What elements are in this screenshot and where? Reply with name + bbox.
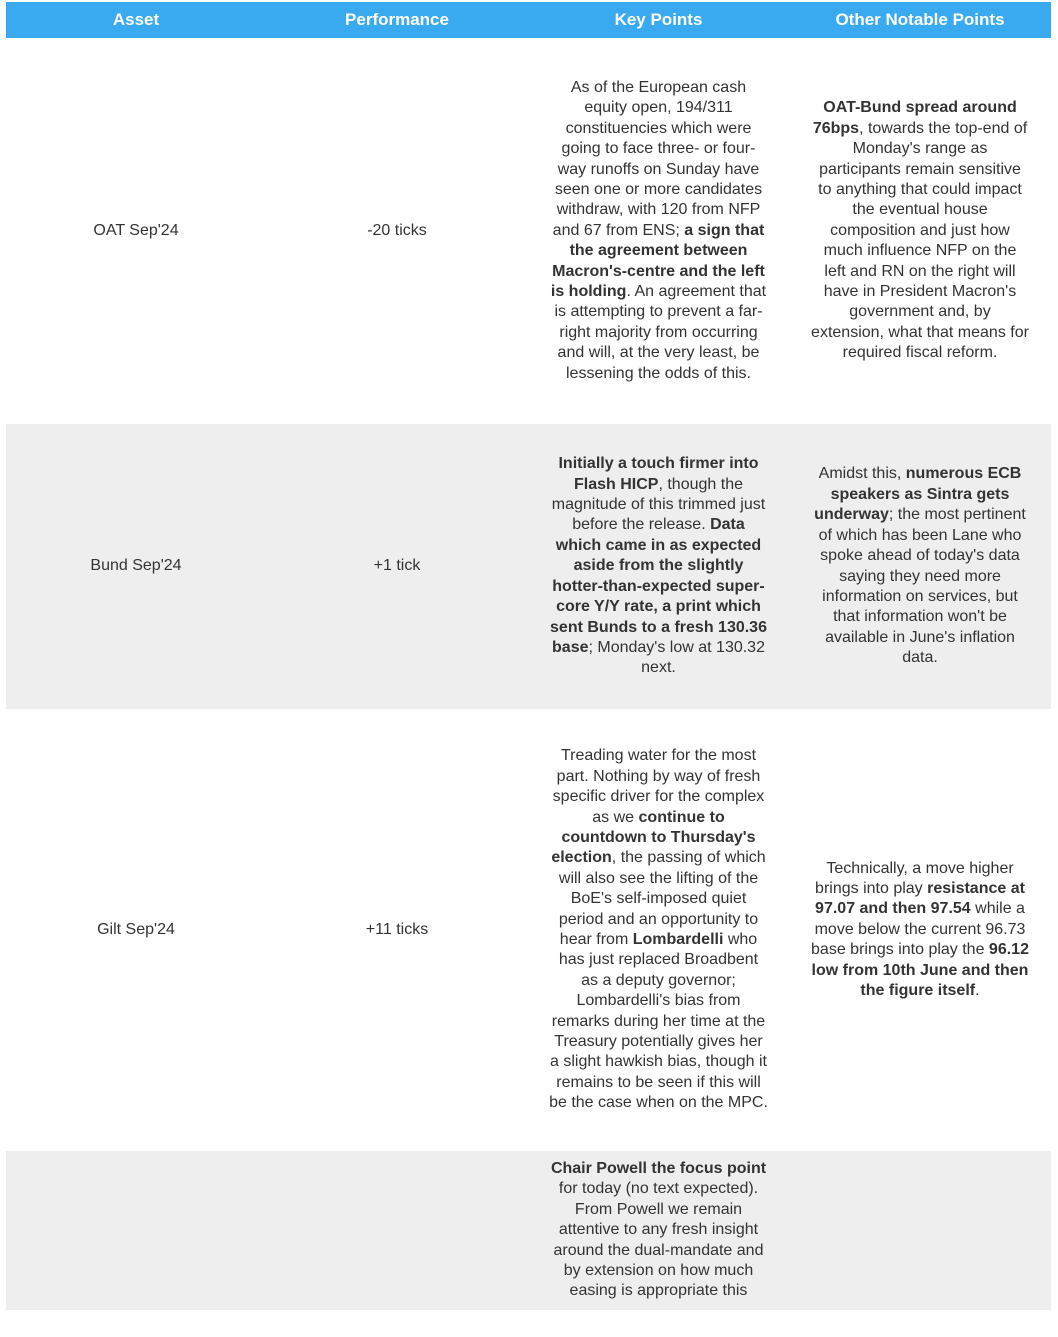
performance-cell: +11 ticks [365, 920, 429, 938]
text-run: . [975, 982, 980, 1000]
performance-cell [266, 1151, 528, 1310]
key-points-cell [528, 709, 789, 1151]
bold-text: Chair Powell the focus point [550, 1160, 767, 1177]
bold-text: Initially a touch firmer into Flash HICP [558, 455, 759, 493]
key-points-cell [528, 38, 789, 424]
table-row [6, 1151, 1051, 1310]
bold-text: 96.12 low from 10th June and then the figure itself [811, 941, 1029, 1000]
table-row [6, 709, 1051, 1151]
bold-text: OAT-Bund spread around 76bps [812, 99, 1017, 137]
market-table [6, 2, 1051, 1310]
table-row [6, 38, 1051, 424]
bold-text: a sign that the agreement between Macron's-centre and the left is holding [550, 221, 765, 301]
asset-cell: OAT Sep'24 [93, 221, 179, 239]
text-run: who has just replaced Broadbent as a deputy governor; Lombardelli's bias from remarks during her time at the Treasury potentially gives her a slight hawkish bias, though it remains to be seen if this will be the case when on the MPC. [549, 931, 768, 1112]
key-points-cell [528, 1151, 789, 1310]
header-asset: Asset [6, 2, 266, 38]
text-run: , towards the top-end of Monday's range as participants remain sensitive to anything that could impact the eventual house composition and just how much influence NFP on the left and RN on the right will have in President Macron's government and, by extension, what that means for required fiscal reform. [811, 119, 1029, 362]
performance-cell: -20 ticks [367, 221, 427, 239]
text-run: As of the European cash equity open, 194/311 constituencies which were going to face three- or four-way runoffs on Sunday have seen one or more candidates withdraw, with 120 from NFP and 67 from ENS; [552, 78, 763, 239]
bold-text: Data which came in as expected aside from the slightly hotter-than-expected super-core Y/Y rate, a print which sent Bunds to a fresh 130.36 base [550, 516, 767, 656]
text-run: . An agreement that is attempting to prevent a far-right majority from occurring and will, at the very least, be lessening the odds of this. [554, 283, 767, 382]
other-points-cell [789, 38, 1051, 424]
performance-cell: +1 tick [266, 424, 528, 709]
other-points-cell [789, 709, 1051, 1151]
other-points-text [811, 859, 1029, 1002]
text-run: Technically, a move higher brings into play [815, 859, 1014, 897]
key-points-cell [528, 424, 789, 709]
bold-text: resistance at 97.07 and then 97.54 [815, 879, 1025, 918]
text-run: , though the magnitude of this trimmed just before the release. [551, 475, 766, 534]
asset-cell: Bund Sep'24 [6, 424, 266, 709]
key-points-text [549, 1159, 769, 1302]
text-run: for today (no text expected). From Powell we remain attentive to any fresh insight around the dual-mandate and by extension on how much easing is appropriate this [553, 1180, 764, 1300]
header-performance: Performance [266, 2, 528, 38]
asset-cell: Gilt Sep'24 [97, 920, 175, 938]
text-run: ; the most pertinent of which has been Lane who spoke ahead of today's data saying they need more information on services, but that information won't be available in June's inflation data. [818, 506, 1026, 667]
other-points-text [811, 98, 1029, 363]
text-run: while a move below the current 96.73 base brings into play the [811, 900, 1026, 959]
other-points-cell [789, 1151, 1051, 1310]
table-row [6, 424, 1051, 709]
key-points-text [549, 746, 769, 1113]
bold-text: Lombardelli [632, 931, 724, 948]
bold-text: continue to countdown to Thursday's election [551, 808, 756, 867]
other-points-cell [789, 424, 1051, 709]
bold-text: numerous ECB speakers as Sintra gets underway [814, 465, 1022, 524]
text-run: , the passing of which will also see the lifting of the BoE's self-imposed quiet period and an opportunity to hear from [558, 849, 766, 948]
text-run: Amidst this, [818, 465, 906, 483]
asset-cell [6, 1151, 266, 1310]
header-key-points: Key Points [528, 2, 789, 38]
header-other-points: Other Notable Points [789, 2, 1051, 38]
key-points-text [549, 78, 769, 384]
key-points-text [549, 454, 769, 678]
other-points-text [811, 464, 1029, 668]
header-row [6, 2, 1051, 38]
text-run: ; Monday's low at 130.32 next. [588, 638, 765, 677]
text-run: Treading water for the most part. Nothing by way of fresh specific driver for the complex as we [552, 747, 765, 826]
